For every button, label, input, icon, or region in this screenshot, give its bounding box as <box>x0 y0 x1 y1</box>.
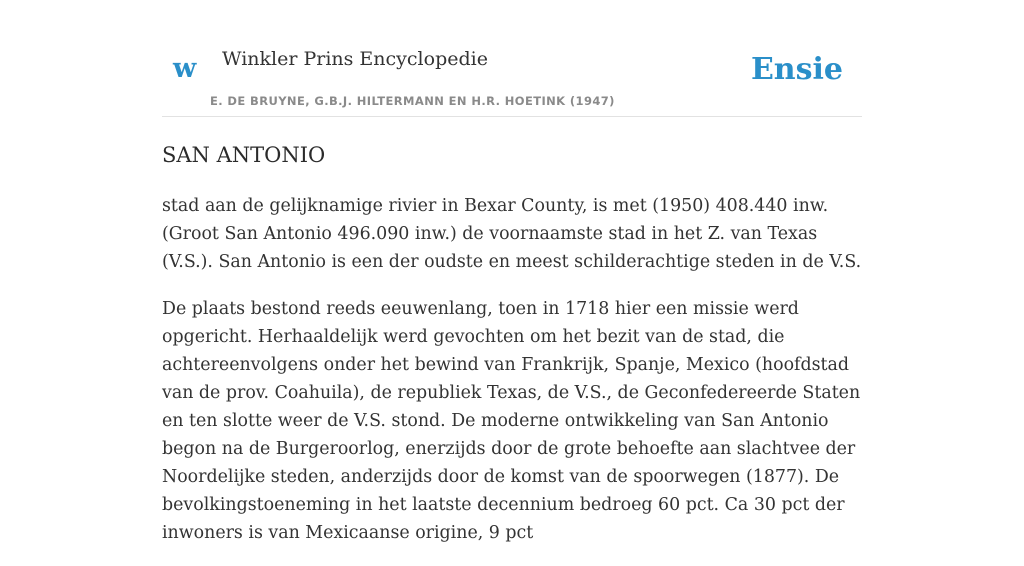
article-body <box>162 192 862 566</box>
publication-title[interactable]: Winkler Prins Encyclopedie <box>222 48 488 70</box>
page <box>162 0 862 543</box>
article-title: SAN ANTONIO <box>162 143 326 167</box>
brand-logo[interactable]: Ensie <box>750 52 843 87</box>
publication-authors: E. DE BRUYNE, G.B.J. HILTERMANN EN H.R. HOETINK (1947) <box>210 94 615 108</box>
publication-logo-icon[interactable]: w <box>173 53 197 84</box>
header <box>162 0 862 117</box>
article-paragraph: stad aan de gelijknamige rivier in Bexar County, is met (1950) 408.440 inw. (Groot San Antonio 496.090 inw.) de voornaamste stad in het Z. van Texas (V.S.). San Antonio is een der oudste en meest schilderachtige steden in de V.S. <box>162 196 862 272</box>
article-paragraph: De plaats bestond reeds eeuwenlang, toen in 1718 hier een missie werd opgericht. Herhaaldelijk werd gevochten om het bezit van de stad, die achtereenvolgens onder het bewind van Frankrijk, Spanje, Mexico (hoofdstad van de prov. Coahuila), de republiek Texas, de V.S., de Geconfedereerde Staten en ten slotte weer de V.S. stond. De moderne ontwikkeling van San Antonio begon na de Burgeroorlog, enerzijds door de grote behoefte aan slachtvee der Noordelijke steden, anderzijds door de komst van de spoorwegen (1877). De bevolkingstoeneming in het laatste decennium bedroeg 60 pct. Ca 30 pct der inwoners is van Mexicaanse origine, 9 pct <box>162 299 861 543</box>
